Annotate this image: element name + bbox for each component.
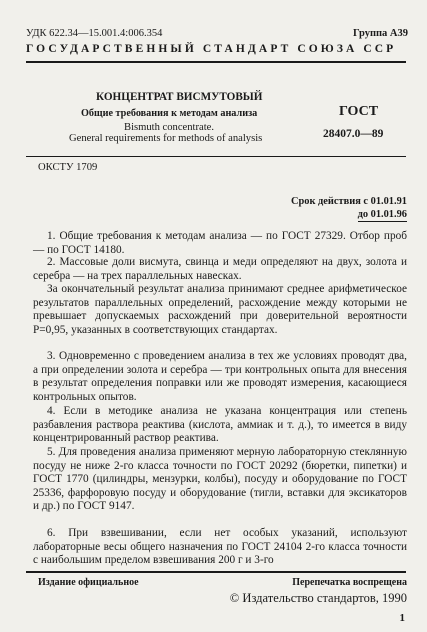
paragraph-6 [33,527,407,568]
group-code: Группа А39 [352,28,408,39]
english-subtitle: General requirements for methods of analysis [69,133,263,144]
copyright: © Издательство стандартов, 1990 [229,591,407,605]
header-rule [26,61,406,63]
paragraph-text: 1. Общие требования к методам анализа — по ГОСТ 27329. Отбор проб — по ГОСТ 14180. [33,230,407,256]
paragraph-2-cont [33,283,407,337]
paragraph-text: 3. Одновременно с проведением анализа в тех же условиях проводят два, а при определении золота и серебра — три контрольных опыта для внесения в результат определения поправки или же проводят измерения, касающиеся контрольных опытов. [33,350,407,403]
udk-code: УДК 622.34—15.001.4:006.354 [26,28,163,39]
okstu-rule [26,156,406,157]
english-title: Bismuth concentrate. [124,122,215,133]
paragraph-text: За окончательный результат анализа принимают среднее арифметическое результатов параллельных определений, расхождение между которыми не превышает допускаемых расхождений при доверительной вероятности P=0,95, указанных в соответствующих стандартах. [33,283,407,336]
validity-from: Срок действия с 01.01.91 [290,196,407,207]
document-subtitle: Общие требования к методам анализа [81,108,258,119]
footer-rule [26,571,406,573]
page-number: 1 [399,612,405,624]
gost-number: 28407.0—89 [323,128,384,140]
paragraph-2 [33,256,407,283]
validity-to: до 01.01.96 [357,209,407,220]
official-edition: Издание официальное [38,577,139,588]
paragraph-text: 5. Для проведения анализа применяют мерную лабораторную стеклянную посуду не ниже 2-го класса точности по ГОСТ 20292 (бюретки, пипетки) и ГОСТ 1770 (цилиндры, мензурки, колбы), посуду и оборудование по ГОСТ 25336, фарфоровую посуду и оборудование (тигли, вставки для эксикаторов и др.) по ГОСТ 9147. [33,446,407,512]
paragraph-text: 6. При взвешивании, если нет особых указаний, используют лабораторные весы общего назначения по ГОСТ 24104 2-го класса точности с наибольшим пределом взвешивания 200 г и 3-го [33,527,407,566]
okstu-code: ОКСТУ 1709 [38,162,98,173]
paragraph-4 [33,405,407,446]
paragraph-5 [33,446,407,514]
paragraph-3 [33,350,407,404]
reprint-prohibited: Перепечатка воспрещена [292,577,407,588]
gost-label: ГОСТ [339,104,379,119]
state-standard-heading: ГОСУДАРСТВЕННЫЙ СТАНДАРТ СОЮЗА ССР [26,43,397,55]
paragraph-text: 4. Если в методике анализа не указана концентрация или степень разбавления раствора реактива (кислота, аммиак и т. д.), то имеется в виду концентрированный раствор реактива. [33,405,407,444]
paragraph-1 [33,230,407,257]
paragraph-text: 2. Массовые доли висмута, свинца и меди определяют на двух, золота и серебра — на трех параллельных навесках. [33,256,407,282]
document-title: КОНЦЕНТРАТ ВИСМУТОВЫЙ [96,91,263,103]
